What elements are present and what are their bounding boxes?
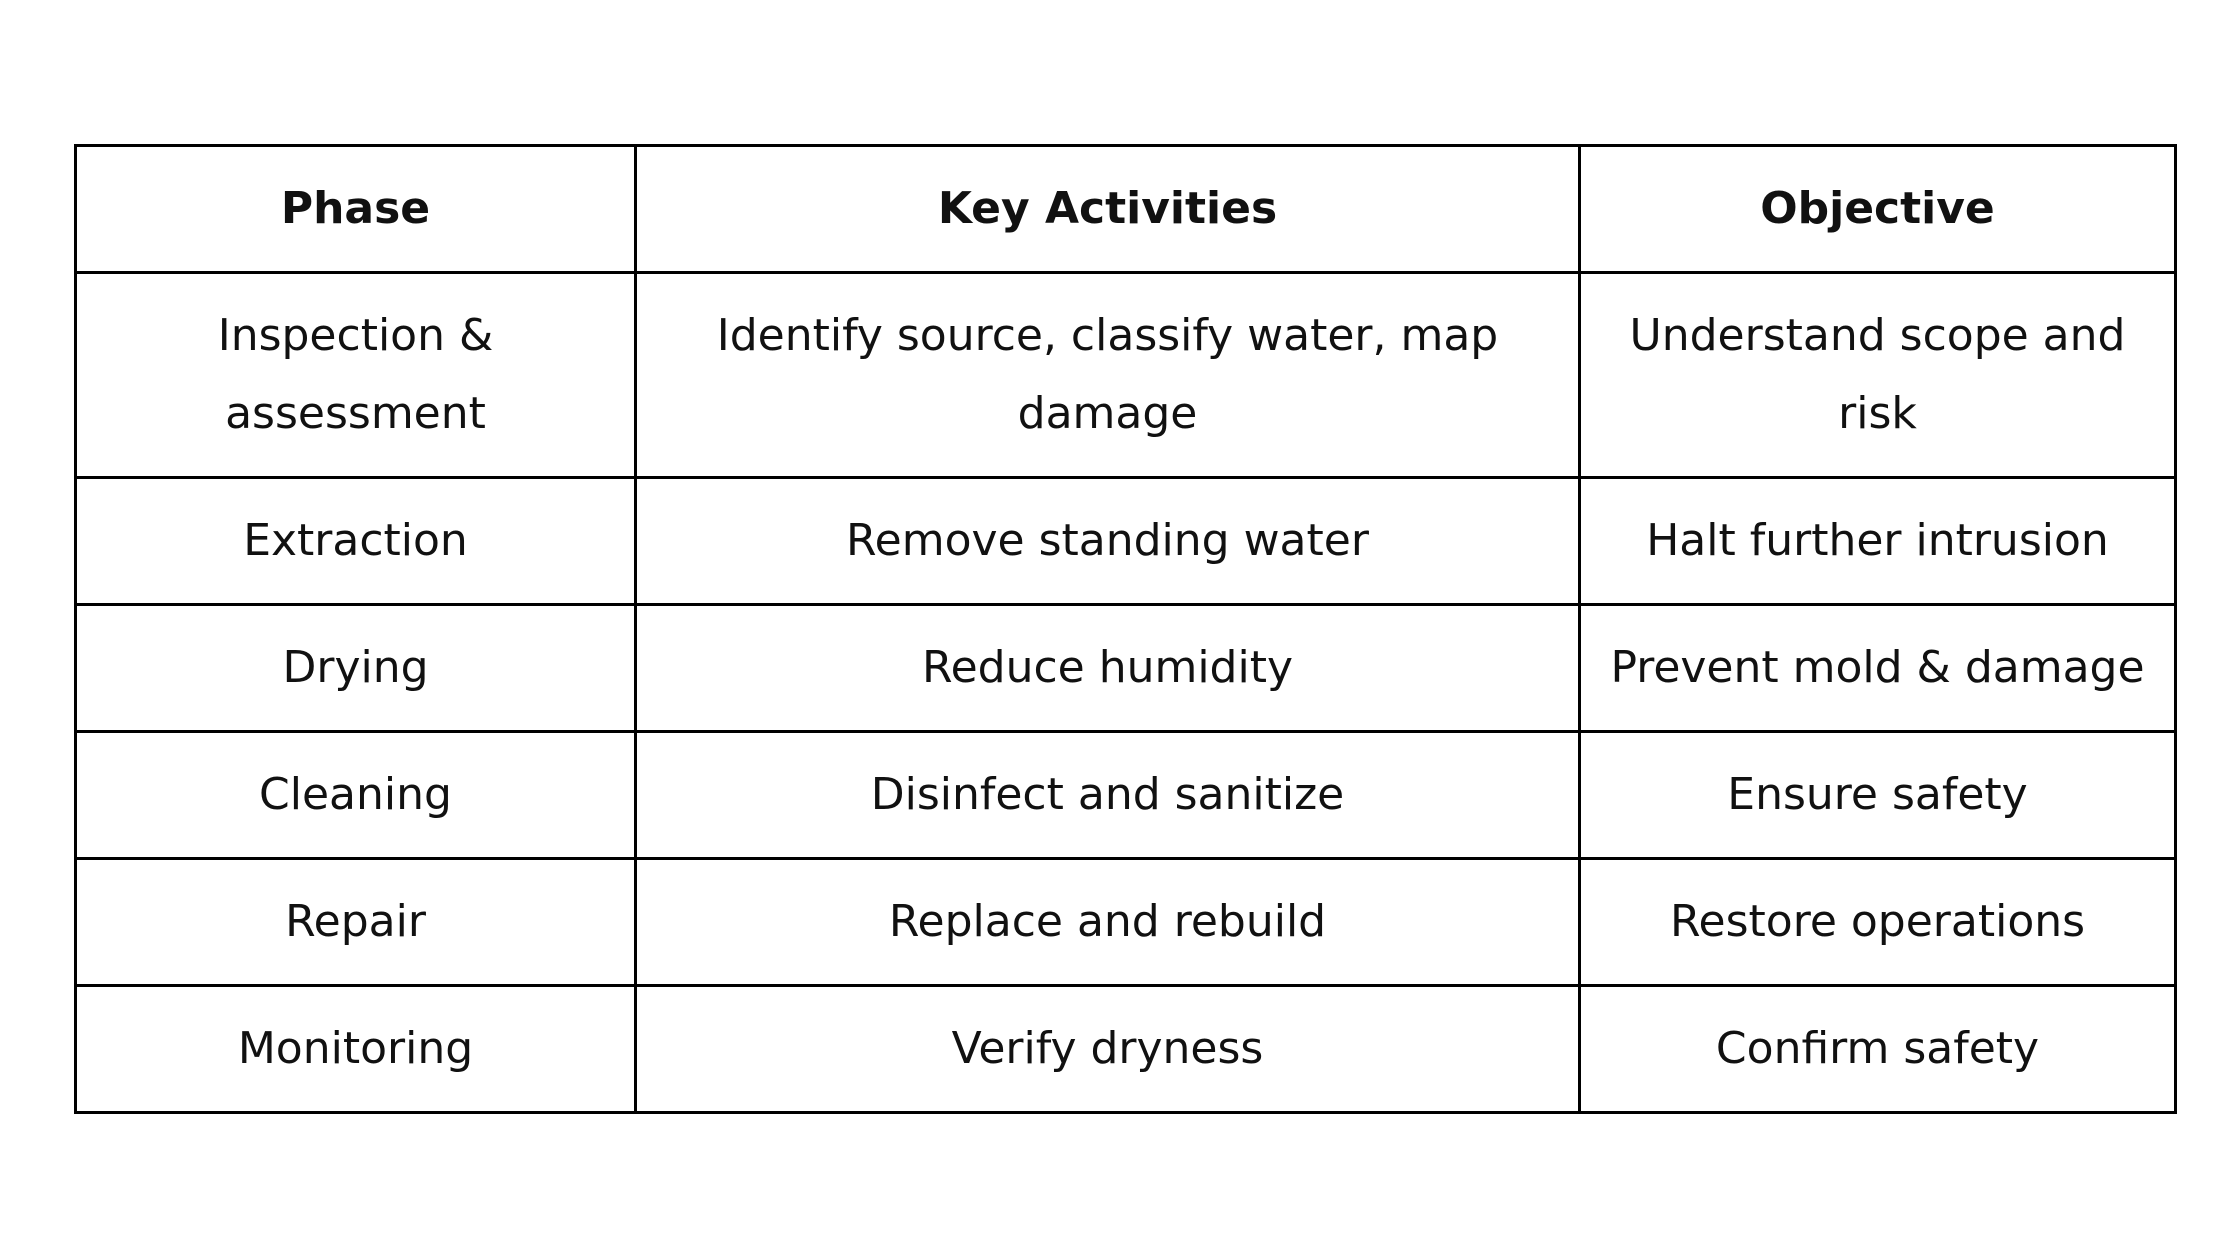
restoration-phases-table <box>74 144 2177 1114</box>
activities-cell: Disinfect and sanitize <box>636 732 1580 859</box>
table-row <box>76 605 2176 732</box>
header-objective: Objective <box>1580 146 2176 273</box>
objective-text: Understand scope and risk <box>1629 310 2126 439</box>
table-row <box>76 986 2176 1113</box>
activities-cell: Reduce humidity <box>636 605 1580 732</box>
phase-cell: Repair <box>76 859 636 986</box>
phase-cell <box>76 273 636 478</box>
phase-cell: Extraction <box>76 478 636 605</box>
header-key-activities: Key Activities <box>636 146 1580 273</box>
table-row <box>76 478 2176 605</box>
objective-cell <box>1580 273 2176 478</box>
table-row <box>76 859 2176 986</box>
header-phase: Phase <box>76 146 636 273</box>
activities-cell: Remove standing water <box>636 478 1580 605</box>
objective-cell: Restore operations <box>1580 859 2176 986</box>
phase-text: Inspection & assessment <box>217 310 494 439</box>
table-row <box>76 273 2176 478</box>
activities-cell: Replace and rebuild <box>636 859 1580 986</box>
objective-cell: Prevent mold & damage <box>1580 605 2176 732</box>
table-header-row <box>76 146 2176 273</box>
activities-text: Identify source, classify water, map damage <box>716 310 1499 439</box>
phase-cell: Monitoring <box>76 986 636 1113</box>
phase-cell: Drying <box>76 605 636 732</box>
objective-cell: Confirm safety <box>1580 986 2176 1113</box>
activities-cell <box>636 273 1580 478</box>
objective-cell: Halt further intrusion <box>1580 478 2176 605</box>
activities-cell: Verify dryness <box>636 986 1580 1113</box>
table-container <box>74 144 2174 1114</box>
table-row <box>76 732 2176 859</box>
objective-cell: Ensure safety <box>1580 732 2176 859</box>
phase-cell: Cleaning <box>76 732 636 859</box>
